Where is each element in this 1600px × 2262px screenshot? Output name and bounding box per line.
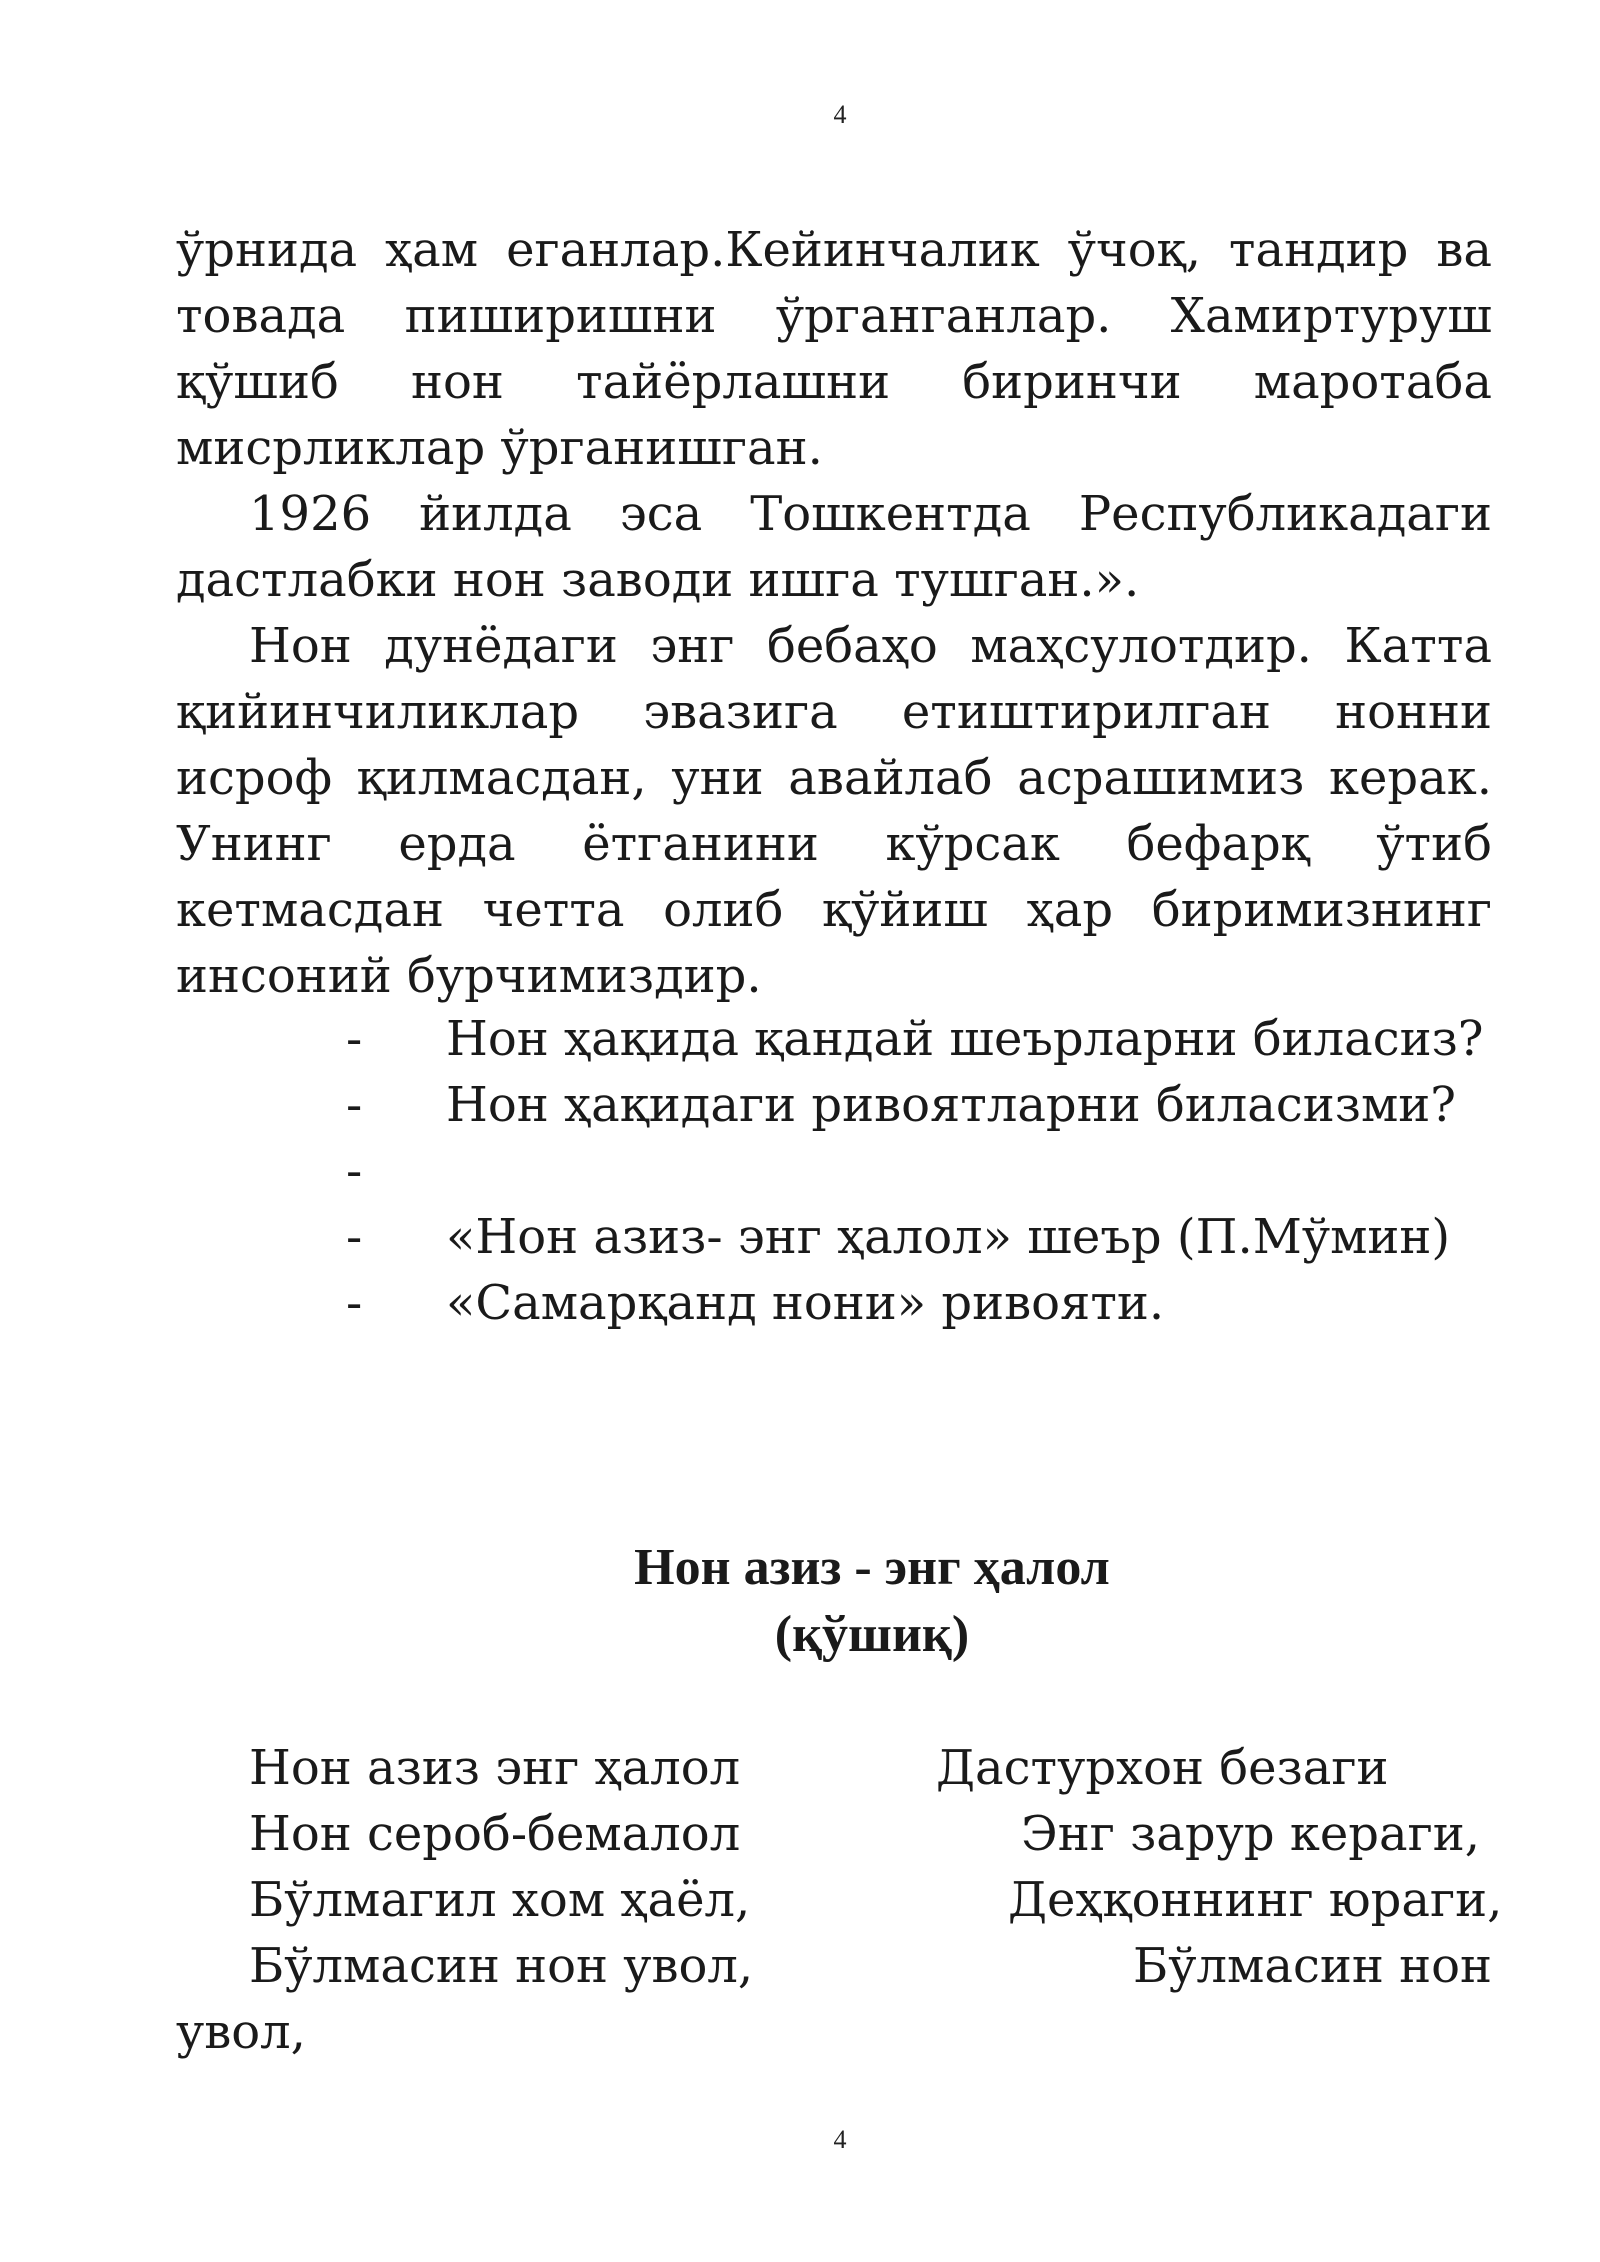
poem-line-continuation bbox=[176, 1999, 1492, 2065]
question-list bbox=[176, 1006, 1492, 1336]
page-number-bottom: 4 bbox=[833, 2125, 847, 2154]
list-dash: - bbox=[346, 1077, 363, 1133]
poem-title: Нон азиз - энг ҳалол bbox=[634, 1539, 1110, 1596]
poem-line-right: Деҳқоннинг юраги, bbox=[1008, 1872, 1503, 1928]
poem-line-left: Бўлмасин нон увол, bbox=[249, 1938, 754, 1994]
paragraph-2: 1926 йилда эса Тошкентда Республикадаги дастлабки нон заводи ишга тушган.». bbox=[176, 486, 1492, 608]
poem-line-right: Бўлмасин нон bbox=[1133, 1938, 1492, 1994]
poem-continuation: увол, bbox=[176, 2004, 306, 2060]
poem-subtitle: (қўшиқ) bbox=[774, 1606, 970, 1663]
paragraph-3: Нон дунёдаги энг бебаҳо маҳсулотдир. Катта қийинчиликлар эвазига етиштирилган нонни исроф қилмасдан, уни авайлаб асрашимиз керак. Унинг ерда ётганини кўрсак бефарқ ўтиб кетмасдан четта олиб қўйиш ҳар биримизнинг инсоний бурчимиздир. bbox=[176, 618, 1492, 1004]
poem bbox=[176, 1735, 1503, 2065]
list-dash: - bbox=[346, 1209, 363, 1265]
poem-line bbox=[176, 1735, 1492, 1801]
list-item-text: Нон ҳақидаги ривоятларни биласизми? bbox=[446, 1077, 1457, 1133]
list-item bbox=[176, 1204, 1492, 1270]
list-dash: - bbox=[346, 1143, 363, 1199]
poem-line bbox=[176, 1933, 1492, 1999]
list-item bbox=[176, 1270, 1492, 1336]
body-text bbox=[176, 217, 1492, 1009]
poem-line bbox=[176, 1801, 1492, 1867]
poem-line-right: Дастурхон безаги bbox=[936, 1740, 1389, 1796]
list-dash: - bbox=[346, 1275, 363, 1331]
poem-line-left: Нон сероб-бемалол bbox=[249, 1806, 741, 1862]
page-number-top: 4 bbox=[833, 100, 847, 129]
poem-line bbox=[176, 1867, 1503, 1933]
list-item-text: «Самарқанд нони» ривояти. bbox=[446, 1275, 1165, 1331]
list-dash: - bbox=[346, 1011, 363, 1067]
poem-line-left: Бўлмагил хом ҳаёл, bbox=[249, 1872, 751, 1928]
list-item bbox=[176, 1138, 1492, 1204]
list-item bbox=[176, 1072, 1492, 1138]
poem-line-left: Нон азиз энг ҳалол bbox=[249, 1740, 741, 1796]
poem-line-right: Энг зарур кераги, bbox=[1021, 1806, 1481, 1862]
list-item bbox=[176, 1006, 1492, 1072]
paragraph-1: ўрнида ҳам еганлар.Кейинчалик ўчоқ, тандир ва товада пиширишни ўрганганлар. Хамиртуруш қўшиб нон тайёрлашни биринчи маротаба мисрликлар ўрганишган. bbox=[176, 222, 1492, 476]
list-item-text: Нон ҳақида қандай шеърларни биласиз? bbox=[446, 1011, 1484, 1067]
list-item-text: «Нон азиз- энг ҳалол» шеър (П.Мўмин) bbox=[446, 1209, 1451, 1265]
